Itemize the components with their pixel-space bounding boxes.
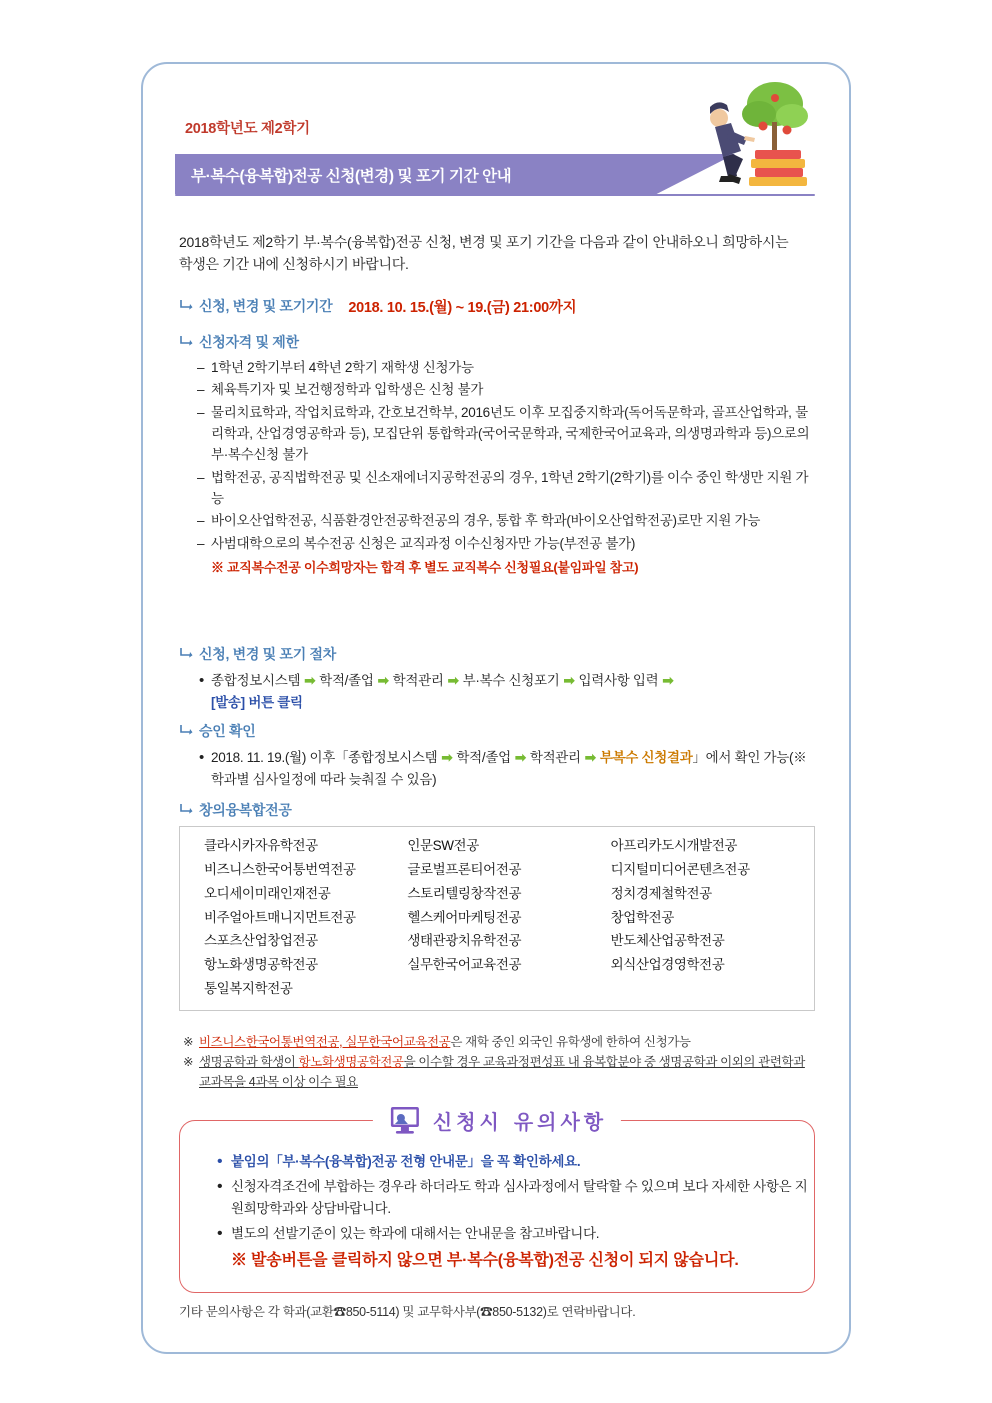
list-item: – 물리치료학과, 작업치료학과, 간호보건학부, 2016년도 이후 모집중지학과(독어독문학과, 골프산업학과, 물리학과, 산업경영공학과 등), 모집단위 통합학과(국어국문학과, 국제한국어교육과, 의생명과학과 등)으로의 부·복수신청 불가 [197,402,819,466]
list-item: – 사범대학으로의 복수전공 신청은 교직과정 이수신청자만 가능(부전공 불가) [197,533,819,554]
approval-text [197,747,819,790]
arrow-bullet-icon [179,647,193,661]
page-title: 부·복수(융복합)전공 신청(변경) 및 포기 기간 안내 [191,168,512,185]
period-value: 2018. 10. 15.(월) ~ 19.(금) 21:00까지 [348,300,577,316]
step-1: 종합정보시스템 [211,673,301,688]
step-arrow-icon: ➡ [377,673,389,688]
major-item: 창업학전공 [610,909,674,925]
list-item: – 법학전공, 공직법학전공 및 신소재에너지공학전공의 경우, 1학년 2학기(2학기)를 이수 중인 학생만 지원 가능 [197,467,819,510]
major-item [407,978,610,1000]
major-item: 오디세이미래인재전공 [204,885,331,901]
footnote-2-pre: 생명공학과 학생이 [199,1055,299,1069]
step-4: 부·복수 신청포기 [462,673,560,688]
year-label: 2018학년도 제2학기 [185,121,310,137]
step-5: 입력사항 입력 [578,673,659,688]
major-item: 비즈니스한국어통번역전공 [204,861,356,877]
procedure-heading: 신청, 변경 및 포기 절차 [199,646,336,662]
notice-list [216,1151,814,1244]
major-item: 실무한국어교육전공 [407,957,522,973]
major-item: 글로벌프론티어전공 [407,861,522,877]
step-arrow-icon: ➡ [563,673,575,688]
arrow-bullet-icon [179,335,193,349]
step-arrow-icon: ➡ [447,673,459,688]
approval-step-1: 학적/졸업 [456,750,511,765]
section-period [179,296,819,317]
title-banner [175,154,735,194]
major-item: 클라시카자유학전공 [204,838,318,853]
major-item: 정치경제철학전공 [610,885,712,901]
approval-step-2: 학적관리 [529,750,581,765]
arrow-bullet-icon [179,299,193,313]
major-item: 통일복지학전공 [204,981,293,997]
intro-paragraph: 2018학년도 제2학기 부·복수(융복합)전공 신청, 변경 및 포기 기간을 다음과 같이 안내하오니 희망하시는 학생은 기간 내에 신청하시기 바랍니다. [179,234,789,272]
send-button-step: [발송] 버튼 클릭 [211,694,303,710]
notice-item-1: 붙임의「부·복수(융복합)전공 전형 안내문」을 꼭 확인하세요. [231,1154,581,1169]
majors-grid [180,835,814,1000]
majors-box [179,826,815,1011]
arrow-bullet-icon [179,724,193,738]
list-item: – 바이오산업학전공, 식품환경안전공학전공의 경우, 통합 후 학과(바이오산업학전공)로만 지원 가능 [197,510,819,531]
approval-heading: 승인 확인 [199,723,256,739]
approval-highlight: 부복수 신청결과 [599,750,693,765]
major-item: 반도체산업공학전공 [610,933,725,949]
approval-suffix: 」에서 확인 가능(※학과별 심사일정에 따라 늦춰질 수 있음) [211,750,807,787]
step-arrow-icon: ➡ [441,750,453,765]
approval-list [197,747,819,790]
approval-prefix: 2018. 11. 19.(월) 이후「종합정보시스템 [211,750,438,765]
step-arrow-icon: ➡ [304,673,316,688]
list-item: • 별도의 선발기준이 있는 학과에 대해서는 안내문을 참고바랍니다. [216,1223,814,1245]
period-heading: 신청, 변경 및 포기기간 [199,298,333,314]
notice-title [373,1105,621,1135]
procedure-steps [197,670,819,713]
major-item: 생태관광치유학전공 [407,933,522,949]
qualification-note: ※ 교직복수전공 이수희망자는 합격 후 별도 교직복수 신청필요(붙임파일 참고) [211,559,639,575]
procedure-list [197,670,819,713]
megaphone-screen-icon [387,1105,425,1135]
major-item: 비주얼아트매니지먼트전공 [204,909,356,925]
footnote-2 [183,1052,813,1092]
footnote-1 [183,1032,813,1052]
notice-warning: ※ 발송버튼을 클릭하지 않으면 부·복수(융복합)전공 신청이 되지 않습니다. [231,1252,739,1270]
footnote-1-rest: 은 재학 중인 외국인 유학생에 한하여 신청가능 [450,1035,691,1049]
qualification-list [197,357,819,554]
qualification-heading: 신청자격 및 제한 [199,334,299,350]
step-2: 학적/졸업 [319,673,374,688]
major-item: 항노화생명공학전공 [204,957,318,973]
major-item: 스토리텔링창작전공 [407,885,522,901]
notice-box [179,1109,815,1293]
majors-footnotes [183,1032,813,1092]
section-procedure [179,644,819,713]
section-qualification [179,332,819,576]
step-arrow-icon: ➡ [584,750,596,765]
section-approval [179,721,819,790]
list-item [216,1151,814,1173]
major-item [611,978,814,1000]
footnote-2-underline: 항노화생명공학전공 [298,1055,404,1069]
major-item: 인문SW전공 [407,838,479,853]
footnote-2-rest: 을 이수할 경우 교육과정편성표 내 융복합분야 중 생명공학과 이외의 관련학과 교과목을 4과목 이상 이수 필요 [199,1055,805,1089]
majors-heading: 창의융복합전공 [199,802,292,818]
step-arrow-icon: ➡ [662,673,674,688]
arrow-bullet-icon [179,803,193,817]
list-item: – 체육특기자 및 보건행정학과 입학생은 신청 불가 [197,379,819,400]
major-item: 디지털미디어콘텐츠전공 [610,861,750,877]
footnote-1-underline: 비즈니스한국어통번역전공, 실무한국어교육전공 [199,1035,451,1049]
major-item: 외식산업경영학전공 [610,957,725,973]
contact-line: 기타 문의사항은 각 학과(교환☎850-5114) 및 교무학사부(☎850-5132)로 연락바랍니다. [179,1305,636,1319]
flyer-page [141,62,851,1354]
notice-title-text: 신청시 유의사항 [432,1109,608,1134]
major-item: 아프리카도시개발전공 [610,838,738,853]
step-arrow-icon: ➡ [514,750,526,765]
section-majors-heading [179,800,819,820]
major-item: 스포츠산업창업전공 [204,933,318,949]
step-3: 학적관리 [392,673,444,688]
list-item: – 1학년 2학기부터 4학년 2학기 재학생 신청가능 [197,357,819,378]
list-item: • 신청자격조건에 부합하는 경우라 하더라도 학과 심사과정에서 탈락할 수 있으며 보다 자세한 사항은 지원희망학과와 상담바랍니다. [216,1176,814,1220]
tree-and-books-illustration [689,74,839,204]
major-item: 헬스케어마케팅전공 [407,909,522,925]
